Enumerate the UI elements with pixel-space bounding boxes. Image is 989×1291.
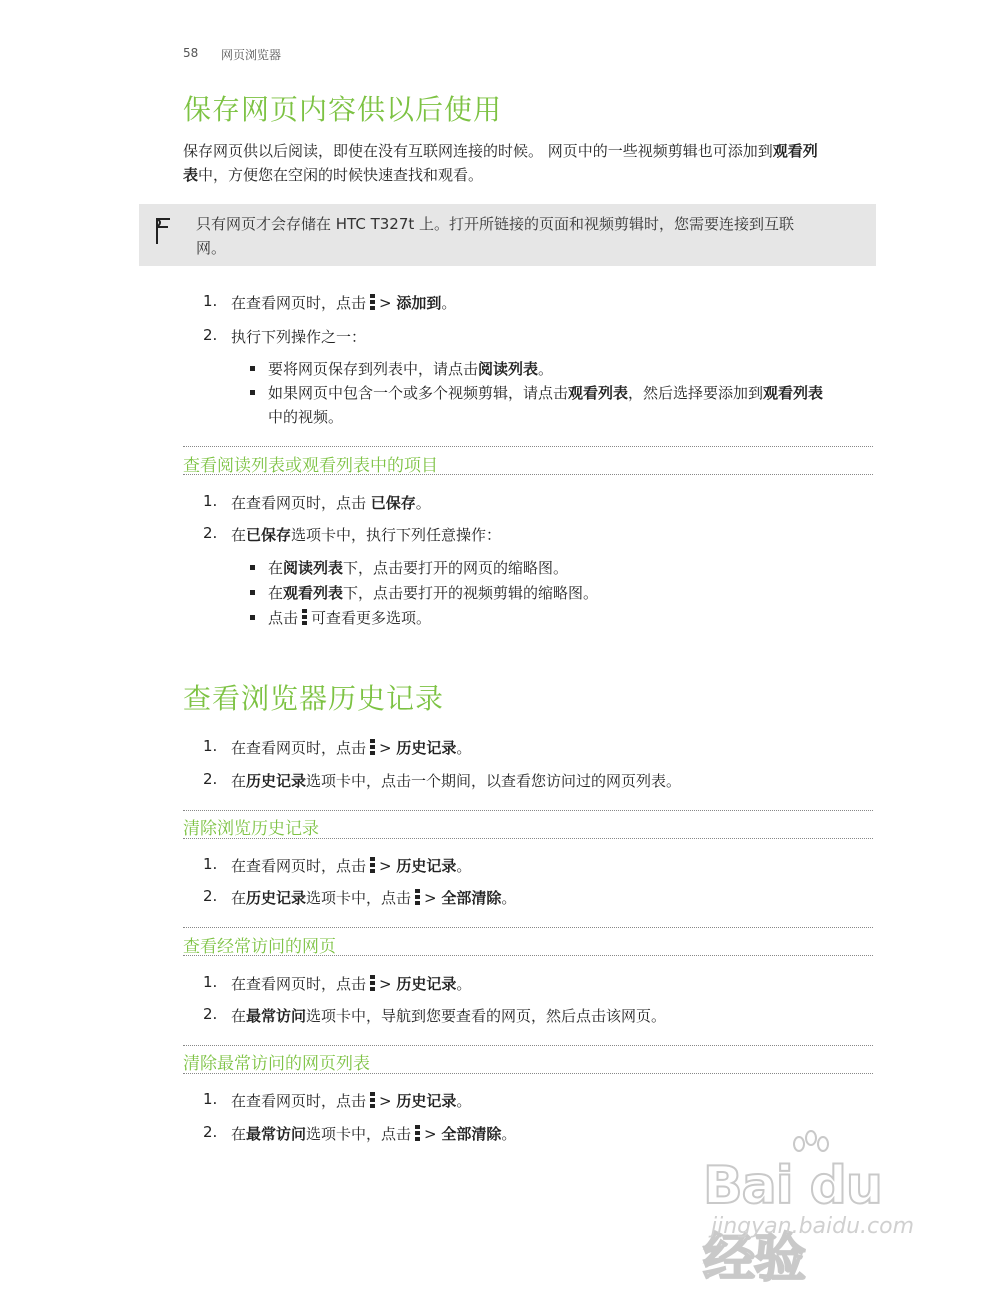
step-text: 在查看网页时，点击 > 添加到。 xyxy=(231,294,457,312)
step-number: 1. xyxy=(203,292,218,310)
note-box xyxy=(139,204,876,266)
subsection-title: 查看经常访问的网页 xyxy=(183,937,336,957)
divider xyxy=(183,446,873,447)
flag-icon xyxy=(153,216,175,246)
step-number: 1. xyxy=(203,973,218,991)
divider xyxy=(183,474,873,475)
section-title-history: 查看浏览器历史记录 xyxy=(183,682,445,715)
step-text: 在历史记录选项卡中，点击 > 全部清除。 xyxy=(231,889,517,907)
menu-icon xyxy=(415,1125,420,1141)
step-number: 2. xyxy=(203,1123,218,1141)
section-name: 网页浏览器 xyxy=(221,48,282,62)
divider xyxy=(183,955,873,956)
step-text: 在查看网页时，点击 > 历史记录。 xyxy=(231,857,472,875)
step-number: 2. xyxy=(203,770,218,788)
menu-icon xyxy=(370,857,375,873)
section-title-save: 保存网页内容供以后使用 xyxy=(183,93,503,126)
step-text: 在查看网页时，点击 > 历史记录。 xyxy=(231,739,472,757)
menu-icon xyxy=(370,739,375,755)
watermark-logo-text: Bai du 经验 xyxy=(703,1156,882,1289)
bullet-marker xyxy=(250,366,255,371)
subsection-title: 查看阅读列表或观看列表中的项目 xyxy=(183,456,438,476)
step-number: 2. xyxy=(203,887,218,905)
step-text: 在查看网页时，点击 > 历史记录。 xyxy=(231,1092,472,1110)
intro-paragraph: 保存网页供以后阅读，即使在没有互联网连接的时候。 网页中的一些视频剪辑也可添加到观看列 表中，方便您在空闲的时候快速查找和观看。 xyxy=(183,142,818,184)
bullet-text: 在观看列表下，点击要打开的视频剪辑的缩略图。 xyxy=(268,584,599,602)
step-text: 在最常访问选项卡中，点击 > 全部清除。 xyxy=(231,1125,517,1143)
step-number: 1. xyxy=(203,492,218,510)
menu-icon xyxy=(370,975,375,991)
step-text: 执行下列操作之一： xyxy=(231,328,367,346)
page-number: 58 xyxy=(183,46,199,60)
bullet-text-continued: 中的视频。 xyxy=(268,408,344,426)
divider xyxy=(183,1073,873,1074)
divider xyxy=(183,810,873,811)
step-number: 2. xyxy=(203,326,218,344)
divider xyxy=(183,1045,873,1046)
watermark-url: jingyan.baidu.com xyxy=(711,1214,915,1239)
bullet-text: 如果网页中包含一个或多个视频剪辑，请点击观看列表，然后选择要添加到观看列表 xyxy=(268,384,824,402)
step-number: 2. xyxy=(203,1005,218,1023)
divider xyxy=(183,927,873,928)
bullet-marker xyxy=(250,390,255,395)
step-number: 1. xyxy=(203,737,218,755)
menu-icon xyxy=(370,1092,375,1108)
subsection-title: 清除最常访问的网页列表 xyxy=(183,1054,370,1074)
step-text: 在查看网页时，点击 > 历史记录。 xyxy=(231,975,472,993)
step-text: 在已保存选项卡中，执行下列任意操作： xyxy=(231,526,502,544)
bullet-marker xyxy=(250,590,255,595)
menu-icon xyxy=(370,294,375,310)
step-text: 在历史记录选项卡中，点击一个期间，以查看您访问过的网页列表。 xyxy=(231,772,682,790)
step-text: 在最常访问选项卡中，导航到您要查看的网页，然后点击该网页。 xyxy=(231,1007,667,1025)
menu-icon xyxy=(415,889,420,905)
bullet-marker xyxy=(250,615,255,620)
divider xyxy=(183,838,873,839)
subsection-title: 清除浏览历史记录 xyxy=(183,819,319,839)
bullet-marker xyxy=(250,565,255,570)
step-text: 在查看网页时，点击 已保存。 xyxy=(231,494,431,512)
note-text: 只有网页才会存储在 HTC T327t 上。打开所链接的页面和视频剪辑时，您需要连接到互联 网。 xyxy=(196,215,795,257)
baidu-watermark xyxy=(701,1128,931,1289)
bullet-text: 点击 可查看更多选项。 xyxy=(268,609,432,627)
step-number: 1. xyxy=(203,855,218,873)
menu-icon xyxy=(302,609,307,625)
step-number: 2. xyxy=(203,524,218,542)
bullet-text: 在阅读列表下，点击要打开的网页的缩略图。 xyxy=(268,559,569,577)
step-number: 1. xyxy=(203,1090,218,1108)
bullet-text: 要将网页保存到列表中，请点击阅读列表。 xyxy=(268,360,554,378)
